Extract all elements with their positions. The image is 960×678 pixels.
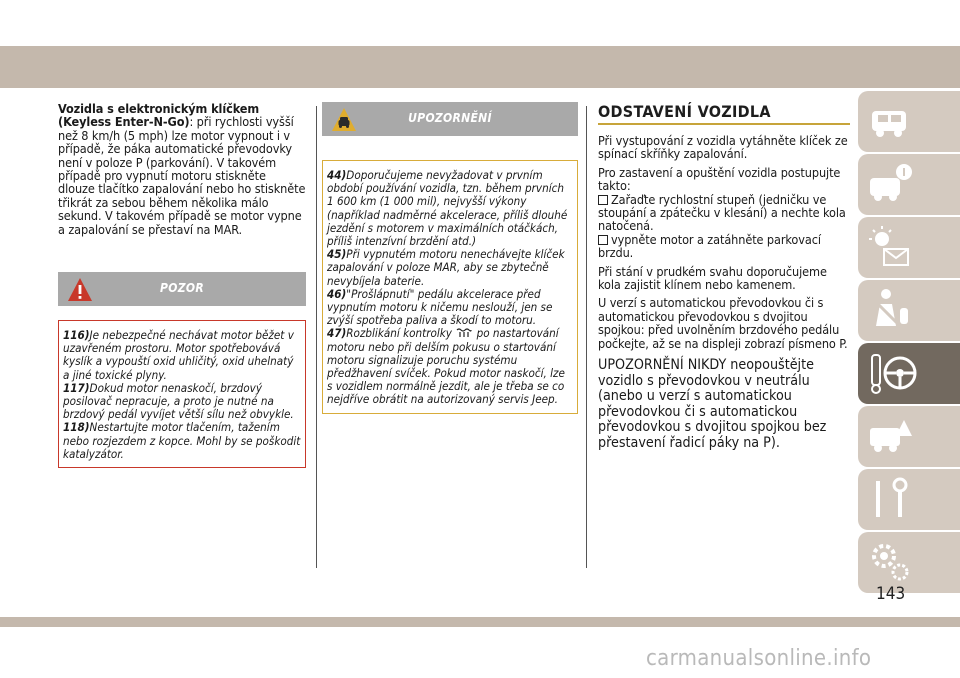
tab-safety[interactable] [858,280,960,341]
bullet-text: Zařaďte rychlostní stupeň (jedničku ve stoupání a zpátečku v klesání) a nechte kola natočená. [598,191,846,234]
section-title: ODSTAVENÍ VOZIDLA [598,102,771,121]
note-45 [327,248,573,288]
warning-117 [63,382,301,422]
column-divider [586,106,587,568]
note-text: Rozblikání kontrolky [346,326,452,341]
warning-118 [63,421,301,461]
warning-116 [63,329,301,382]
footer-band [0,617,960,627]
note-number: 44) [327,168,347,182]
middle-column [322,102,578,414]
bullet-text: vypněte motor a zatáhněte parkovací brzdu. [598,231,821,261]
caution-box [322,160,578,414]
vehicle-info-icon [866,160,914,208]
note-number: 46) [327,286,347,301]
checkbox-bullet-icon [598,235,608,245]
tab-emergency[interactable] [858,406,960,467]
warning-text: Je nebezpečné nechávat motor běžet v uzavřeném prostoru. Motor spotřebovává kyslík a vypouští oxid uhličitý, oxid uhelnatý a jiné toxické plyny. [63,328,294,382]
danger-header [58,272,306,306]
keyless-paragraph [58,102,306,236]
caution-note: UPOZORNĚNÍ NIKDY neopouštějte vozidlo s převodovkou v neutrálu (anebo u verzí s automatickou převodovkou či s automatickou převodovkou s dvojitou spojkou bez přestavení řadicí páky na P). [598,357,827,452]
checkbox-bullet-icon [598,195,608,205]
note-number: 47) [327,326,347,341]
note-44 [327,169,573,248]
glow-plug-icon [455,328,473,338]
watermark: carmanualsonline.info [646,646,872,671]
note-text: Při vypnutém motoru nenechávejte klíček zapalování v poloze MAR, aby se zbytečně nevybíjela baterie. [327,247,565,288]
warning-text: Nestartujte motor tlačením, tažením nebo rozjezdem z kopce. Mohl by se poškodit katalyzátor. [63,420,301,461]
danger-box [58,320,306,468]
tab-technical-data[interactable] [858,532,960,593]
note-47 [327,327,573,406]
maintenance-icon [866,475,914,523]
warning-number: 117) [63,380,90,395]
caution-header [322,102,578,136]
note-text: "Prošlápnutí" pedálu akcelerace před vypnutím motoru k ničemu neslouží, jen se zvýší spotřeba paliva a škodí to motoru. [327,286,553,328]
vehicle-interior-icon [866,97,914,145]
column-divider [316,106,317,568]
warning-number: 118) [63,420,90,435]
paragraph: Pro zastavení a opuštění vozidla postupujte takto: [598,164,841,194]
paragraph: Při stání v prudkém svahu doporučujeme kola zajistit klínem nebo kamenem. [598,263,827,293]
right-column [598,102,850,452]
warning-lights-icon [866,223,914,271]
tab-maintenance[interactable] [858,469,960,530]
paragraph: U verzí s automatickou převodovkou či s automatickou převodovkou s dvojitou spojkou: před uvolněním brzdového pedálu počkejte, až se na displeji zobrazí písmeno P. [598,295,848,351]
keyless-text: : při rychlosti vyšší než 8 km/h (5 mph) lze motor vypnout i v případě, že páka automatické převodovky není v poloze P (parkování). V takovém případě pro vypnutí motoru stiskněte dlouze tlačítko zapalování nebo ho stiskněte třikrát za sebou během několika málo sekund. V takovém případě se motor vypne a zapalování se přestaví na MAR. [58,114,306,237]
bullet-item [598,233,850,260]
tab-starting-driving[interactable] [858,343,960,404]
warning-text: Dokud motor nenaskočí, brzdový posilovač nepracuje, a proto je nutné na brzdový pedál vyvíjet větší sílu než obvykle. [63,380,294,422]
note-text: po nastartování motoru nebo při delším pokusu o startování motoru signalizuje poruchu systému předžhavení svíček. Pokud motor naskočí, lze s vozidlem normálně jezdit, ale je třeba se co nejdříve obrátit na autorizovaný servis Jeep. [327,326,565,407]
paragraph: Při vystupování z vozidla vytáhněte klíček ze spínací skříňky zapalování. [598,133,848,162]
caution-label: UPOZORNĚNÍ [408,111,492,125]
technical-data-icon [866,538,914,586]
danger-label: POZOR [160,281,204,296]
tab-warning-lights[interactable] [858,217,960,278]
warning-number: 116) [63,328,90,343]
safety-icon [866,286,914,334]
starting-driving-icon [866,349,918,397]
bullet-item [598,193,850,233]
tab-vehicle-interior[interactable] [858,91,960,152]
keyless-heading: Vozidla s elektronickým klíčkem (Keyless Enter-N-Go) [58,101,260,130]
page-number: 143 [876,584,906,604]
emergency-icon [866,412,914,460]
note-text: Doporučujeme nevyžadovat v prvním období používání vozidla, tzn. během prvních 1 600 km (1 000 mil), nejvyšší výkony (například nadměrné akcelerace, příliš dlouhé jezdění s motorem v maximálních otáčkách, příliš intenzívní brzdění atd.) [327,168,568,249]
header-band [0,46,960,88]
note-number: 45) [327,247,347,262]
note-46 [327,288,573,328]
tab-vehicle-info[interactable] [858,154,960,215]
left-column [58,102,306,468]
